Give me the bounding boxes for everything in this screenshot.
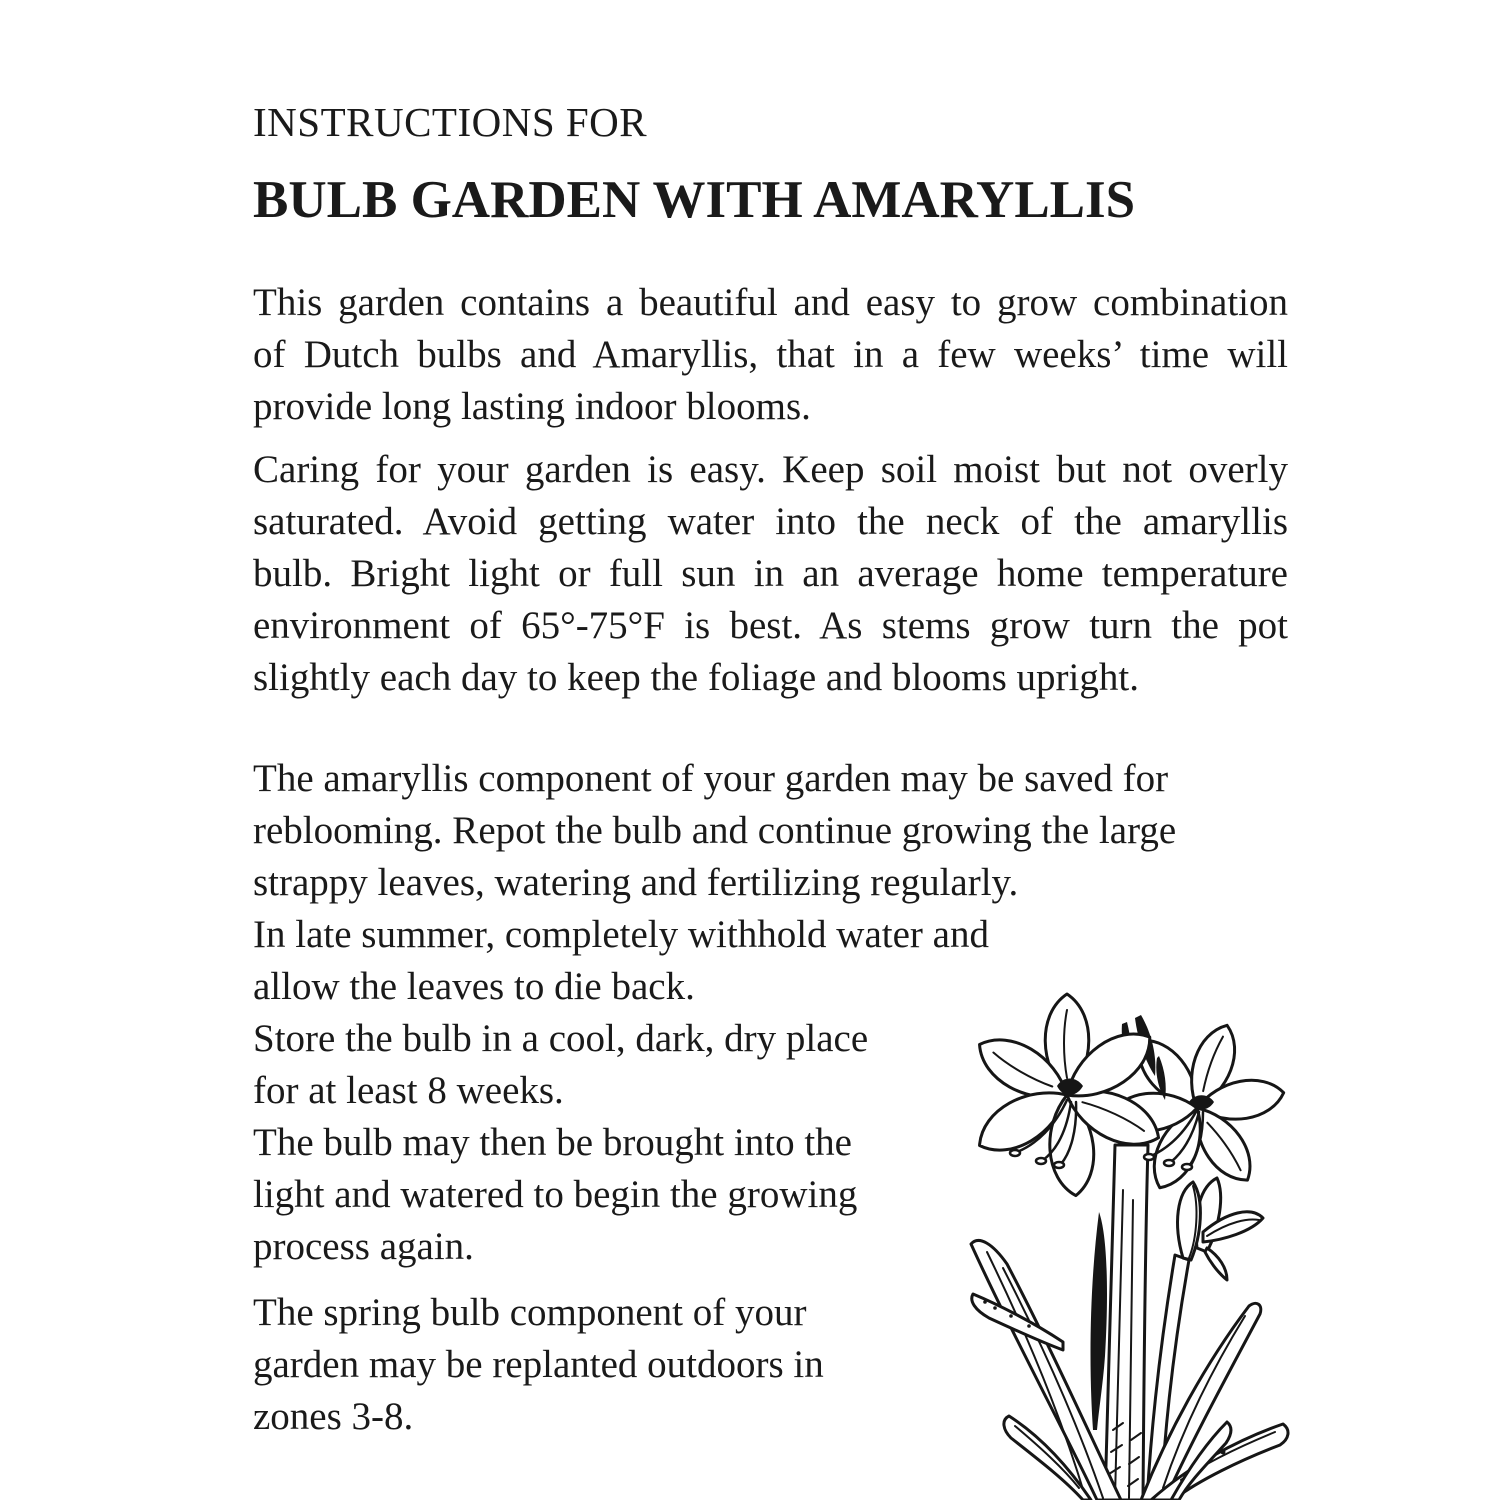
text-line: Store the bulb in a cool, dark, dry place (253, 1017, 869, 1060)
page-title: BULB GARDEN WITH AMARYLLIS (253, 171, 1136, 229)
text-line: The spring bulb component of your (253, 1291, 807, 1334)
text-line: slightly each day to keep the foliage and blooms upright. (253, 656, 1139, 699)
ink-speck (1221, 1450, 1226, 1455)
text-line: environment of 65°-75°F is best. As stems grow turn the pot (253, 604, 1288, 647)
text-line: provide long lasting indoor blooms. (253, 385, 811, 428)
main-stem (1105, 1145, 1148, 1500)
amaryllis-illustration (945, 960, 1365, 1500)
text-line: of Dutch bulbs and Amaryllis, that in a few weeks’ time will (253, 333, 1288, 376)
text-line: saturated. Avoid getting water into the neck of the amaryllis (253, 500, 1288, 543)
intro-paragraph (253, 277, 1288, 433)
text-line: Caring for your garden is easy. Keep soil moist but not overly (253, 448, 1288, 491)
text-line: light and watered to begin the growing (253, 1173, 858, 1216)
amaryllis-drawing (945, 960, 1365, 1500)
text-line: reblooming. Repot the bulb and continue growing the large (253, 809, 1177, 852)
text-line: allow the leaves to die back. (253, 965, 695, 1008)
text-line: process again. (253, 1225, 474, 1268)
text-line: The bulb may then be brought into the (253, 1121, 852, 1164)
flower-bud (1178, 1178, 1263, 1280)
text-line: for at least 8 weeks. (253, 1069, 564, 1112)
text-line: In late summer, completely withhold water and (253, 913, 989, 956)
text-line: The amaryllis component of your garden may be saved for (253, 757, 1169, 800)
eyebrow-heading: INSTRUCTIONS FOR (253, 99, 648, 145)
text-line: garden may be replanted outdoors in (253, 1343, 824, 1386)
leaf-dark-front (1091, 1212, 1107, 1430)
care-paragraph (253, 444, 1288, 704)
text-line: This garden contains a beautiful and easy to grow combination (253, 281, 1288, 324)
text-line: zones 3-8. (253, 1395, 414, 1438)
text-line: bulb. Bright light or full sun in an average home temperature (253, 552, 1288, 595)
text-line: strappy leaves, watering and fertilizing regularly. (253, 861, 1019, 904)
